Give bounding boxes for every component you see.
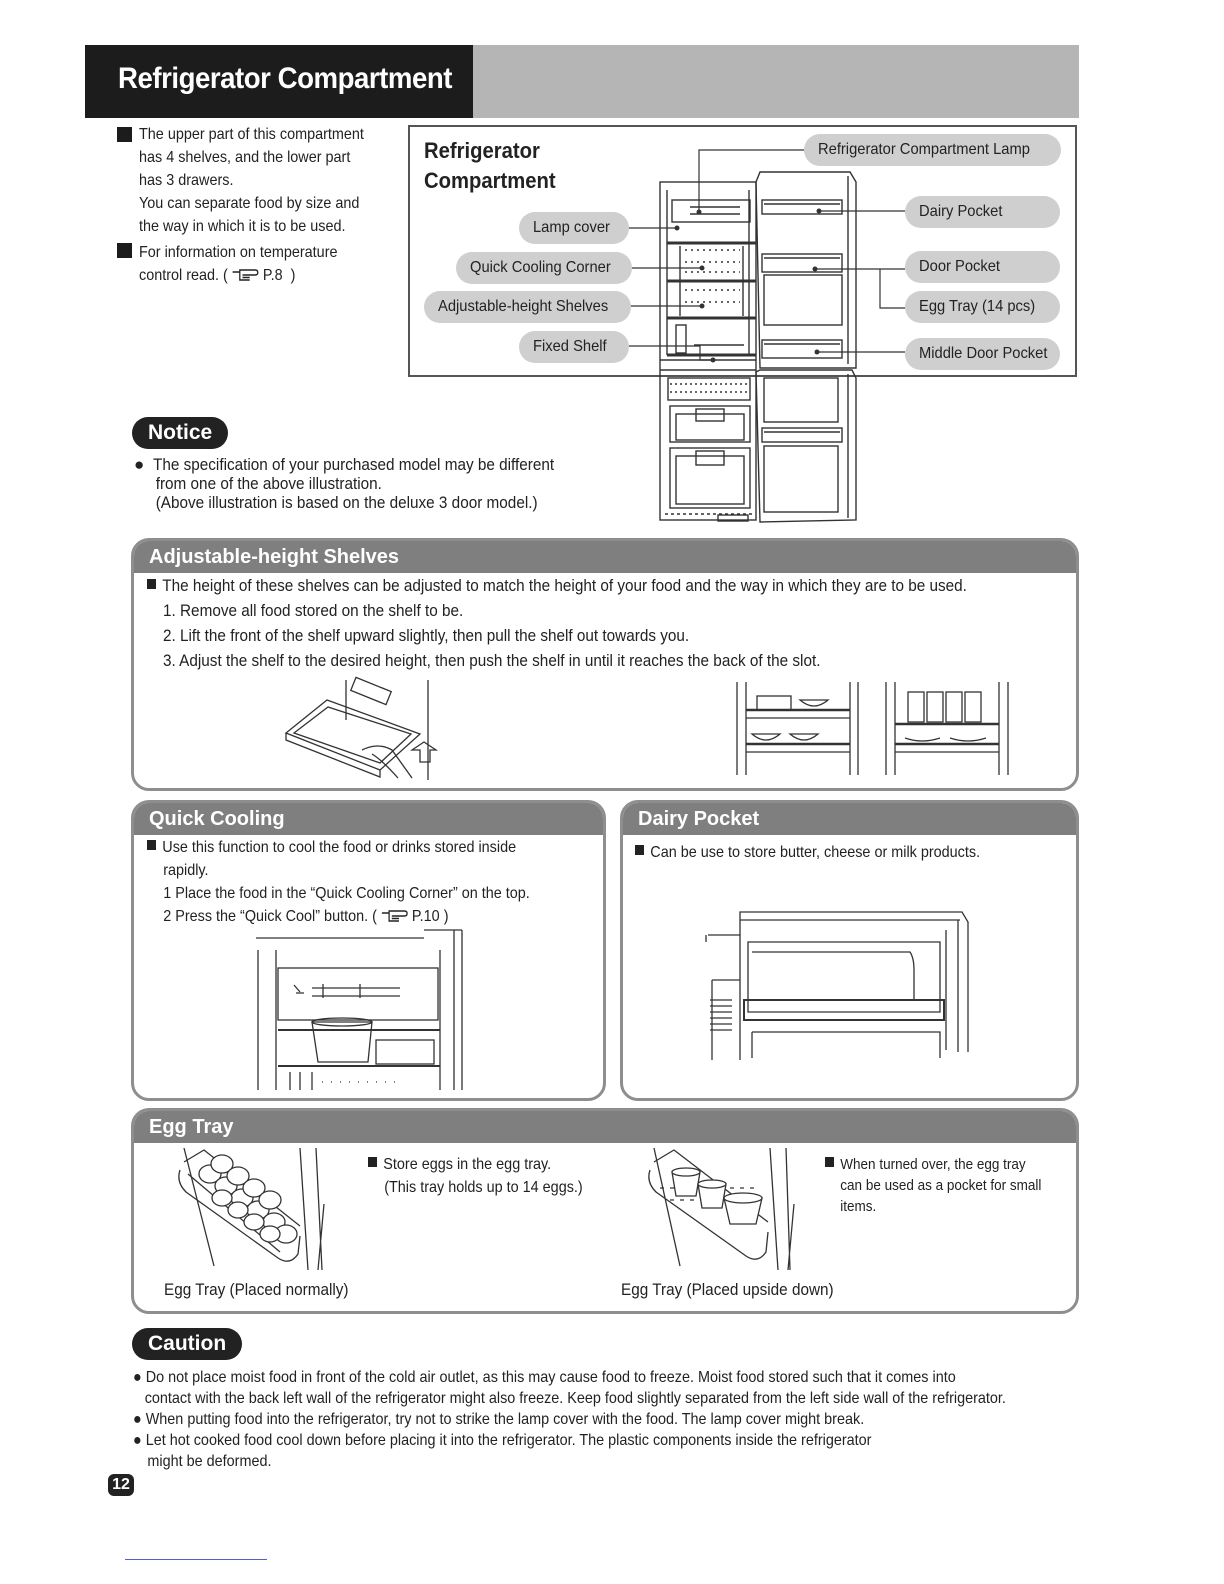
step-item: 2. Lift the front of the shelf upward slightly, then pull the shelf out towards you. [163, 626, 690, 645]
label-fixed-shelf: Fixed Shelf [519, 331, 629, 363]
caution-line: When putting food into the refrigerator, try not to strike the lamp cover with the food. The lamp cover might break. [145, 1411, 865, 1428]
label-compartment-lamp: Refrigerator Compartment Lamp [804, 134, 1061, 166]
page-reference[interactable]: P.8 [262, 267, 283, 284]
quick-cooling-intro: Use this function to cool the food or drinks stored inside [162, 839, 517, 856]
dairy-text: Can be use to store butter, cheese or milk products. [650, 844, 981, 861]
label-door-pocket: Door Pocket [905, 251, 1060, 283]
quick-cooling-heading: Quick Cooling [134, 803, 603, 835]
notice-tag: Notice [132, 417, 228, 449]
caution-line: contact with the back left wall of the refrigerator might also freeze. Keep food slightly separated from the left side wall of the refrigerator. [144, 1390, 1006, 1407]
intro-line: the way in which it is to be used. [139, 218, 346, 235]
quick-cooling-intro: rapidly. [163, 862, 209, 879]
adjustable-shelves-heading: Adjustable-height Shelves [134, 541, 1076, 573]
bullet-dot-icon: ● [133, 1369, 146, 1386]
adjustable-intro-text: The height of these shelves can be adjusted to match the height of your food and the way in which they are to be used. [162, 576, 967, 595]
intro-line: For information on temperature [139, 244, 338, 261]
egg-tray-normal-text [368, 1153, 583, 1199]
intro-paren: ) [290, 267, 296, 284]
caution-line: might be deformed. [147, 1453, 272, 1470]
step-item: 1. Remove all food stored on the shelf to be. [163, 601, 464, 620]
egg-tray-text: can be used as a pocket for small [840, 1177, 1042, 1194]
caution-tag: Caution [132, 1328, 242, 1360]
page-number: 12 [108, 1474, 134, 1496]
label-middle-door-pocket: Middle Door Pocket [905, 338, 1060, 370]
caution-line: Do not place moist food in front of the cold air outlet, as this may cause food to freeze. Moist food stored such that it comes into [145, 1369, 956, 1386]
label-lamp-cover: Lamp cover [519, 212, 629, 244]
intro-line: has 3 drawers. [139, 172, 234, 189]
intro-line: The upper part of this compartment [139, 126, 364, 143]
notice-line: The specification of your purchased model may be different [153, 455, 555, 474]
footer-rule [125, 1559, 267, 1560]
bullet-dot-icon: ● [133, 1411, 146, 1428]
label-adjustable-shelves: Adjustable-height Shelves [424, 291, 631, 323]
page-title: Refrigerator Compartment [118, 62, 453, 95]
intro-line: control read. ( [139, 267, 228, 284]
label-egg-tray: Egg Tray (14 pcs) [905, 291, 1060, 323]
diagram-title-line: Refrigerator [424, 138, 540, 163]
label-dairy-pocket: Dairy Pocket [905, 196, 1060, 228]
egg-tray-text: Store eggs in the egg tray. [383, 1156, 552, 1173]
egg-tray-text: items. [840, 1198, 877, 1215]
quick-cooling-paren: ) [443, 908, 449, 925]
notice-line: from one of the above illustration. [155, 474, 382, 493]
page-reference[interactable]: P.10 [411, 908, 440, 925]
intro-line: has 4 shelves, and the lower part [139, 149, 351, 166]
egg-tray-upside-text [825, 1154, 1041, 1217]
bullet-square-icon [825, 1157, 834, 1167]
caption-egg-tray-upside: Egg Tray (Placed upside down) [621, 1280, 834, 1299]
step-item: 1 Place the food in the “Quick Cooling Corner” on the top. [163, 885, 530, 902]
bullet-dot-icon: ● [133, 1432, 146, 1449]
dairy-pocket-heading: Dairy Pocket [623, 803, 1076, 835]
intro-line: You can separate food by size and [139, 195, 360, 212]
notice-line: (Above illustration is based on the deluxe 3 door model.) [155, 493, 538, 512]
bullet-square-icon [368, 1157, 377, 1167]
caution-list [133, 1367, 1006, 1472]
egg-tray-heading: Egg Tray [134, 1111, 1076, 1143]
caption-egg-tray-normal: Egg Tray (Placed normally) [164, 1280, 349, 1299]
step-item: 2 Press the “Quick Cool” button. ( [163, 908, 377, 925]
diagram-title-line: Compartment [424, 168, 556, 193]
label-quick-cooling-corner: Quick Cooling Corner [456, 252, 632, 284]
step-item: 3. Adjust the shelf to the desired height, then push the shelf in until it reaches the back of the slot. [163, 651, 821, 670]
caution-line: Let hot cooked food cool down before placing it into the refrigerator. The plastic components inside the refrigerator [145, 1432, 872, 1449]
egg-tray-text: When turned over, the egg tray [840, 1156, 1026, 1173]
egg-tray-text: (This tray holds up to 14 eggs.) [384, 1179, 583, 1196]
notice-bullet-dot: ● [134, 455, 145, 474]
